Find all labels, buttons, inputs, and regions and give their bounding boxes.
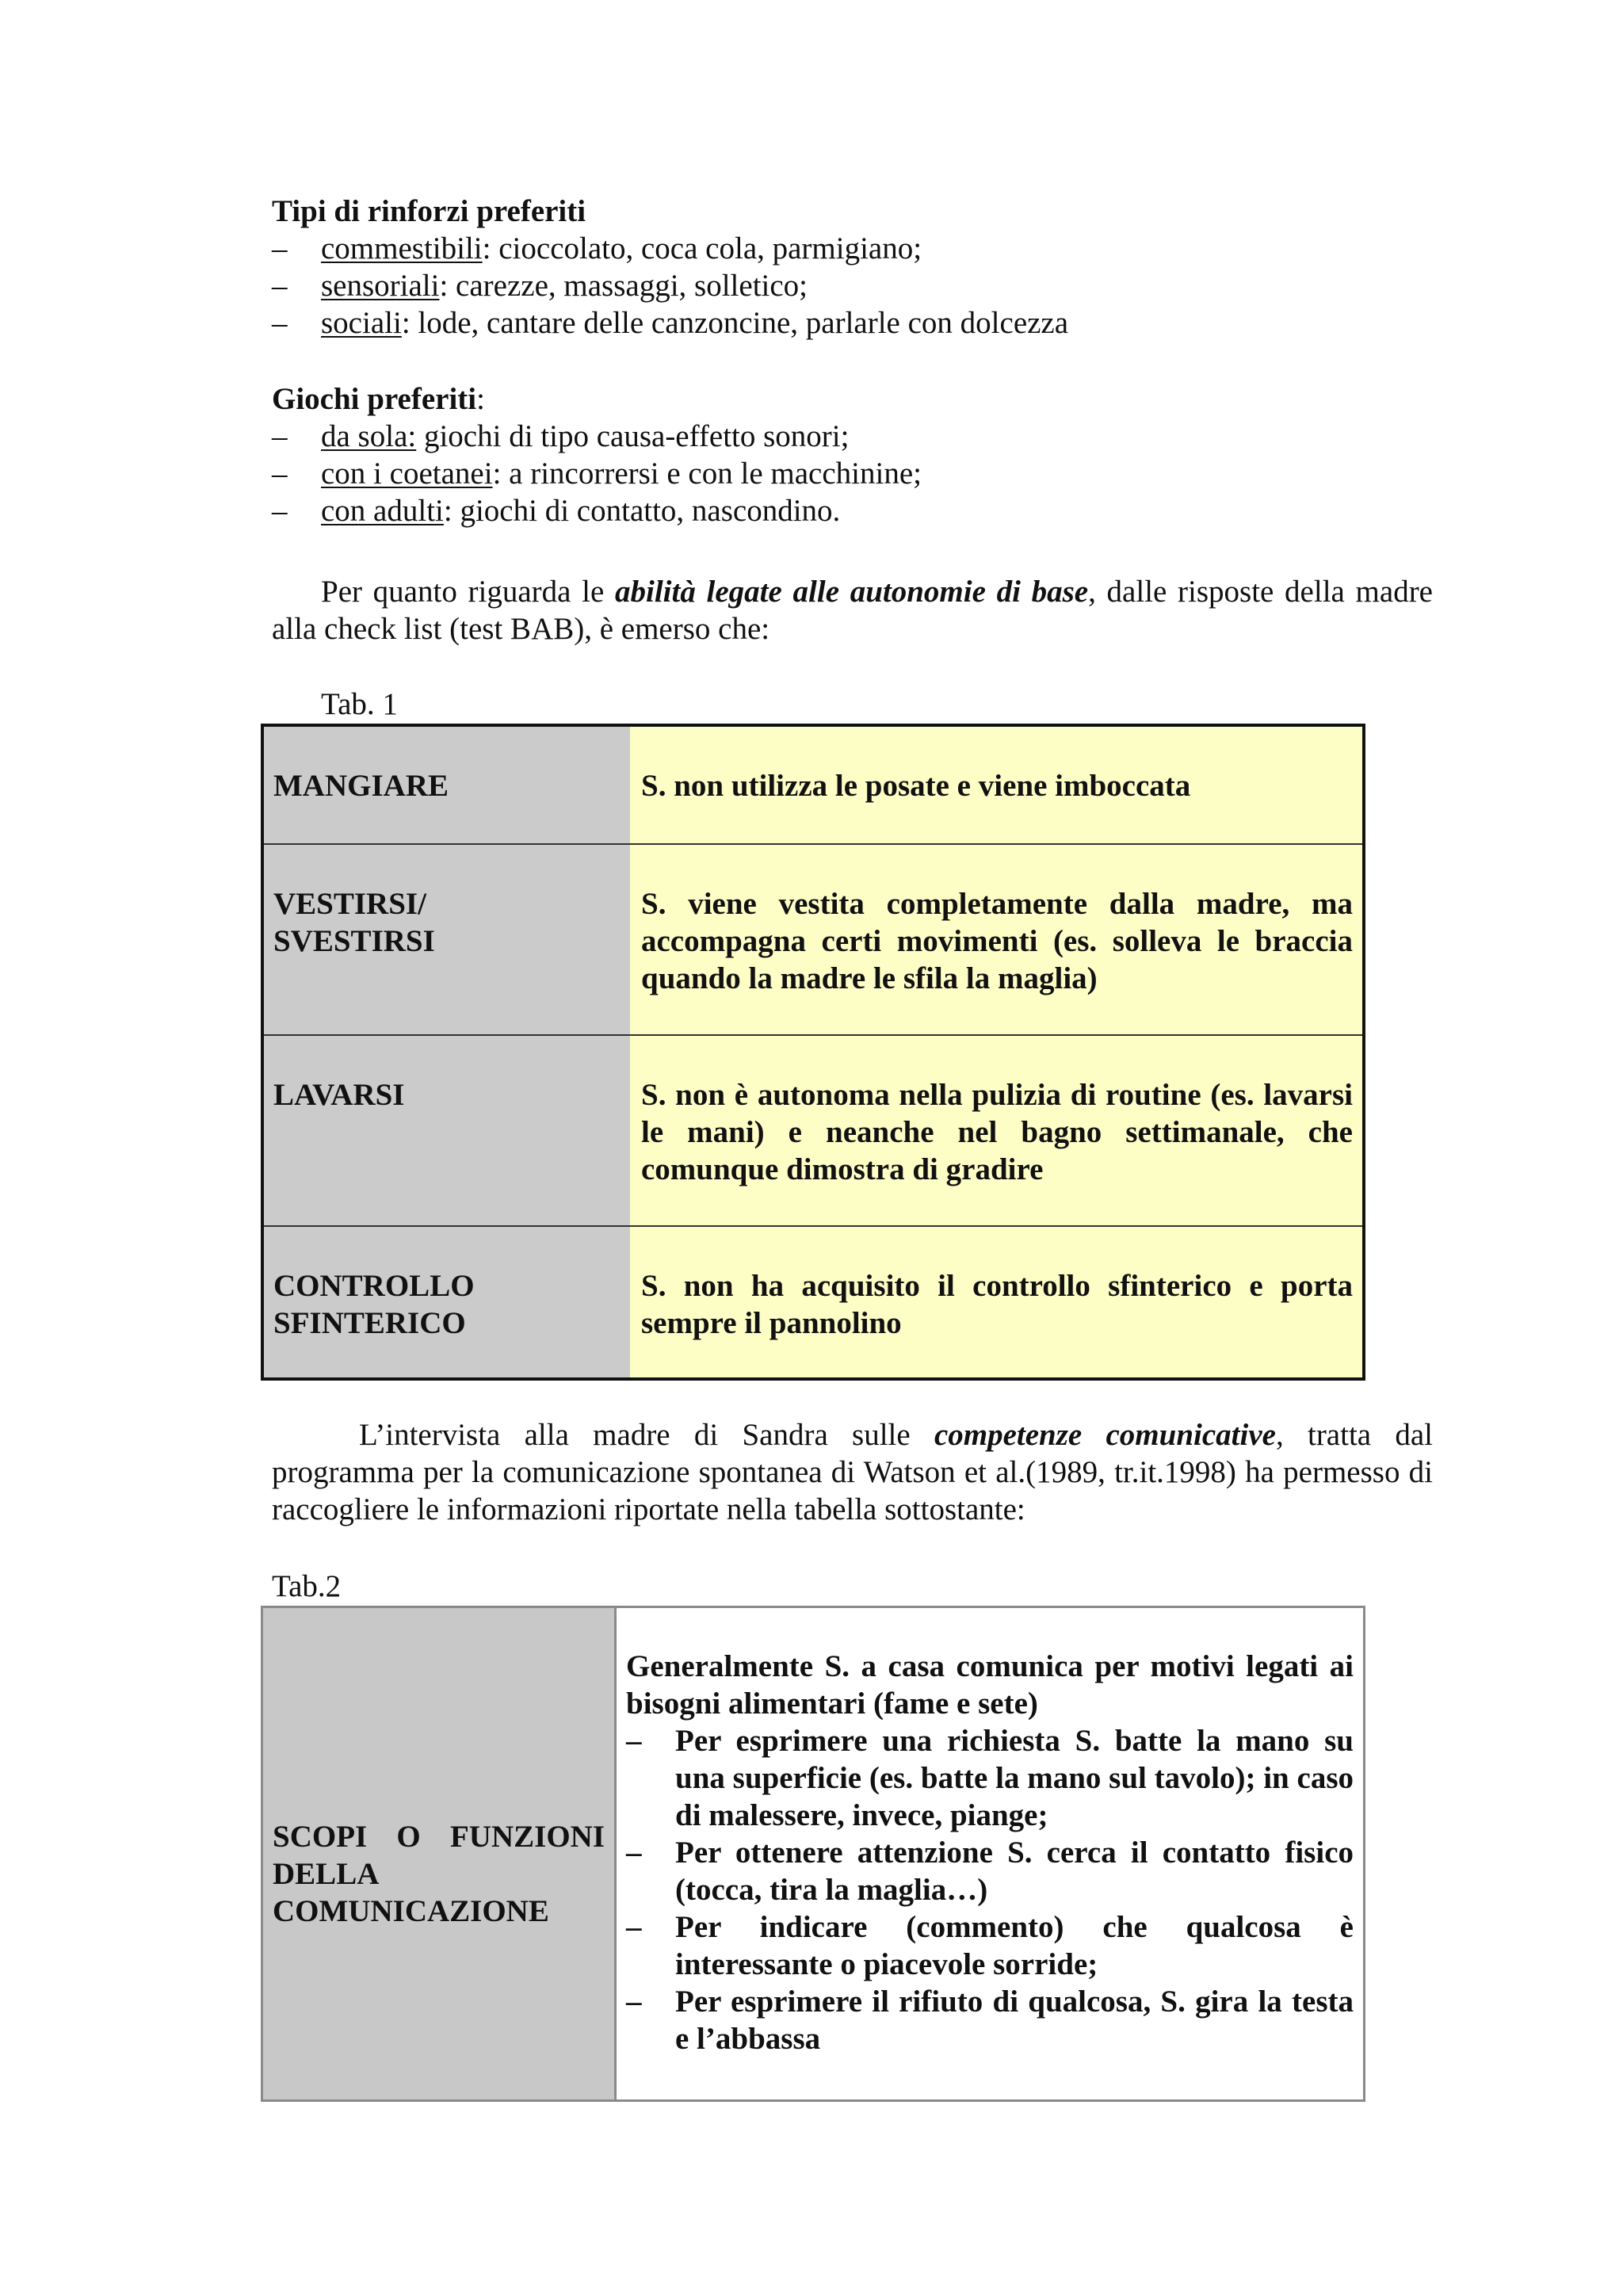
- game-term: con i coetanei: [321, 457, 493, 491]
- dash-bullet: –: [626, 1836, 642, 1870]
- communication-intro: Generalmente S. a casa comunica per motivi legati ai bisogni alimentari (fame e sete): [626, 1649, 1354, 1721]
- dash-bullet: –: [272, 269, 288, 303]
- table-row: [264, 845, 1362, 1036]
- reinforcer-text: : carezze, massaggi, solletico;: [439, 269, 808, 303]
- list-item: – Per indicare (commento) che qualcosa è interessante o piacevole sorride;: [626, 1910, 1354, 1981]
- game-text: : a rincorrersi e con le macchinine;: [492, 457, 922, 491]
- list-item: [272, 267, 1433, 304]
- table-row-text: [614, 1608, 1363, 2099]
- paragraph-emphasis: competenze comunicative: [934, 1418, 1276, 1452]
- reinforcer-term: sensoriali: [321, 269, 440, 303]
- list-item: – Per esprimere una richiesta S. batte la mano su una superficie (es. batte la mano sul tavolo); in caso di malessere, invece, piange;: [626, 1724, 1354, 1832]
- table1-caption: Tab. 1: [321, 687, 398, 721]
- table-row-label: SCOPI O FUNZIONI DELLA COMUNICAZIONE: [263, 1608, 614, 2099]
- autonomy-paragraph: [272, 573, 1433, 648]
- game-term: da sola:: [321, 419, 417, 453]
- list-item: [272, 492, 1433, 529]
- dash-bullet: –: [272, 231, 288, 266]
- list-item: [272, 230, 1433, 267]
- dash-bullet: –: [626, 1910, 642, 1944]
- table-row-label: LAVARSI: [264, 1036, 630, 1225]
- dash-bullet: –: [626, 1724, 642, 1758]
- communication-table: [261, 1606, 1365, 2102]
- game-term: con adulti: [321, 494, 444, 528]
- table-row-text: S. non ha acquisito il controllo sfinterico e porta sempre il pannolino: [641, 1269, 1353, 1340]
- communication-list: [626, 1722, 1354, 2057]
- games-section: [272, 380, 1433, 529]
- games-heading: Giochi preferiti: [272, 382, 477, 416]
- communication-paragraph: [272, 1416, 1433, 1528]
- dash-bullet: –: [272, 306, 288, 340]
- game-text: giochi di tipo causa-effetto sonori;: [416, 419, 850, 453]
- dash-bullet: –: [272, 457, 288, 491]
- paragraph-text: , tratta dal programma per la comunicazione spontanea di Watson et al.(1989, tr.it.1998) ha permesso di raccogliere le informazioni riportate nella tabella sottostante:: [272, 1418, 1433, 1526]
- reinforcers-list: [272, 230, 1433, 342]
- table-row: [264, 727, 1362, 845]
- table-row-label: MANGIARE: [264, 727, 630, 843]
- games-list: [272, 418, 1433, 529]
- table-row-text: S. viene vestita completamente dalla madre, ma accompagna certi movimenti (es. solleva le braccia quando la madre le sfila la maglia): [641, 887, 1353, 995]
- reinforcer-term: sociali: [321, 306, 402, 340]
- table2-caption: Tab.2: [272, 1569, 342, 1603]
- table-row: [264, 1227, 1362, 1377]
- table-row: [264, 1036, 1362, 1227]
- autonomy-table: [261, 724, 1365, 1381]
- table-row-label: CONTROLLO SFINTERICO: [264, 1227, 630, 1377]
- list-item: – Per ottenere attenzione S. cerca il contatto fisico (tocca, tira la maglia…): [626, 1836, 1354, 1907]
- dash-bullet: –: [626, 1985, 642, 2019]
- reinforcer-text: : lode, cantare delle canzoncine, parlarle con dolcezza: [401, 306, 1069, 340]
- reinforcer-term: commestibili: [321, 231, 483, 266]
- reinforcers-heading: Tipi di rinforzi preferiti: [272, 194, 586, 228]
- list-item: [272, 455, 1433, 492]
- game-text: : giochi di contatto, nascondino.: [443, 494, 841, 528]
- list-item: [272, 304, 1433, 342]
- paragraph-text: Per quanto riguarda le: [321, 575, 615, 609]
- reinforcer-text: : cioccolato, coca cola, parmigiano;: [482, 231, 922, 266]
- list-item: – Per esprimere il rifiuto di qualcosa, S. gira la testa e l’abbassa: [626, 1985, 1354, 2056]
- reinforcers-section: [272, 193, 1433, 342]
- list-item: [272, 418, 1433, 455]
- table-row-label: VESTIRSI/ SVESTIRSI: [264, 845, 630, 1034]
- table-row-text: S. non utilizza le posate e viene imboccata: [641, 769, 1191, 803]
- dash-bullet: –: [272, 419, 288, 453]
- games-heading-suffix: :: [476, 382, 485, 416]
- paragraph-emphasis: abilità legate alle autonomie di base: [615, 575, 1089, 609]
- table-row-text: S. non è autonoma nella pulizia di routine (es. lavarsi le mani) e neanche nel bagno settimanale, che comunque dimostra di gradire: [641, 1078, 1353, 1186]
- dash-bullet: –: [272, 494, 288, 528]
- paragraph-text: , dalle risposte della madre alla check list (test BAB), è emerso che:: [272, 575, 1433, 646]
- games-heading-line: [272, 380, 1433, 418]
- paragraph-text: L’intervista alla madre di Sandra sulle: [359, 1418, 934, 1452]
